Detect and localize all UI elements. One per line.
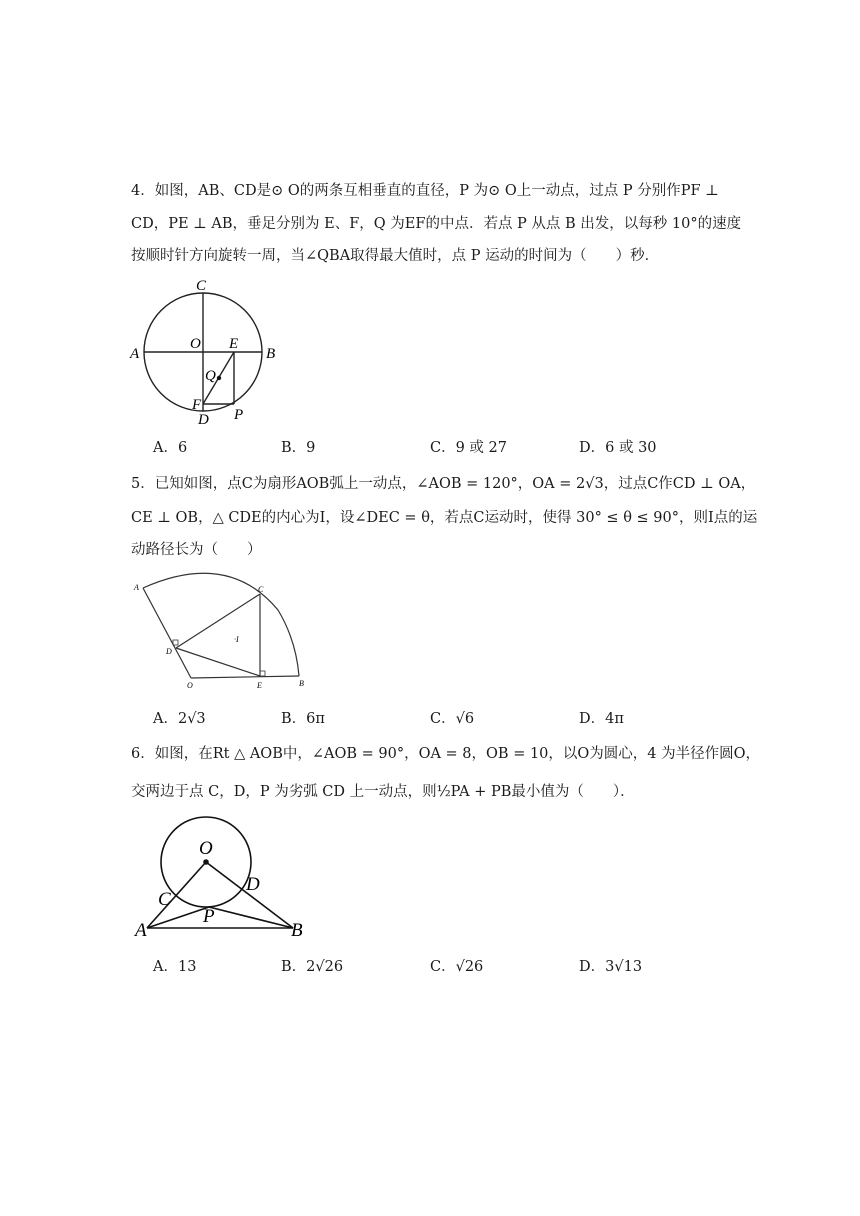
q4-figure — [128, 276, 278, 426]
q5-label-a: A — [134, 583, 139, 592]
q6-option-a: A．13 — [153, 959, 197, 975]
q4-line-3: 按顺时针方向旋转一周，当∠QBA取得最大值时，点 P 运动的时间为（ ）秒． — [131, 248, 660, 264]
q5-radius-ob — [191, 676, 299, 678]
q6-label-d: D — [246, 874, 260, 895]
q4-label-e: E — [229, 336, 239, 352]
q5-option-c: C．√6 — [430, 711, 475, 727]
q6-figure — [133, 812, 313, 942]
q5-option-a: A．2√3 — [153, 711, 206, 727]
q5-line-1: 5．已知如图，点C为扇形AOB弧上一动点，∠AOB = 120°，OA = 2√3，过点C作CD ⊥ OA， — [131, 476, 756, 492]
q5-label-i: ·I — [234, 635, 239, 644]
q4-label-p: P — [234, 407, 244, 423]
q5-right-angle-d — [173, 640, 178, 645]
q4-label-q: Q — [205, 368, 216, 384]
q6-center-o — [203, 859, 209, 865]
q4-label-a: A — [130, 346, 140, 362]
q5-line-3: 动路径长为（ ） — [131, 542, 262, 558]
q6-label-b: B — [291, 920, 303, 941]
q4-option-c: C．9 或 27 — [430, 440, 507, 456]
q5-option-b: B．6π — [281, 711, 325, 727]
q4-line-1: 4．如图，AB、CD是⊙ O的两条互相垂直的直径，P 为⊙ O上一动点，过点 P 分别作PF ⊥ — [131, 183, 719, 199]
q5-figure — [128, 570, 318, 695]
q5-segment-cd — [176, 594, 260, 648]
q4-option-b: B．9 — [281, 440, 316, 456]
q5-label-b: B — [299, 679, 304, 688]
q6-line-2: 交两边于点 C，D，P 为劣弧 CD 上一动点，则½PA + PB最小值为（ ）． — [131, 784, 635, 800]
q4-label-f: F — [192, 397, 202, 413]
q6-label-o: O — [199, 838, 213, 859]
q5-radius-oa — [143, 588, 191, 678]
q4-label-o: O — [190, 336, 201, 352]
q5-arc-ab — [143, 573, 299, 676]
q4-label-b: B — [266, 346, 276, 362]
q4-label-c: C — [196, 278, 207, 294]
q4-point-q — [217, 376, 221, 380]
q4-option-d: D．6 或 30 — [579, 440, 657, 456]
q6-option-b: B．2√26 — [281, 959, 344, 975]
q6-label-c: C — [158, 889, 171, 910]
q5-label-e: E — [257, 681, 262, 690]
q6-label-p: P — [203, 906, 215, 927]
q6-label-a: A — [135, 920, 147, 941]
q4-option-a: A．6 — [153, 440, 188, 456]
q5-line-2: CE ⊥ OB，△ CDE的内心为I，设∠DEC = θ，若点C运动时，使得 30° ≤ θ ≤ 90°，则I点的运 — [131, 510, 758, 526]
q6-line-1: 6．如图，在Rt △ AOB中，∠AOB = 90°，OA = 8，OB = 10，以O为圆心，4 为半径作圆O， — [131, 746, 761, 762]
q5-segment-de — [176, 648, 260, 676]
q4-line-2: CD，PE ⊥ AB，垂足分别为 E、F，Q 为EF的中点．若点 P 从点 B 出发，以每秒 10°的速度 — [131, 216, 742, 232]
q5-right-angle-e — [260, 671, 265, 676]
q6-option-c: C．√26 — [430, 959, 484, 975]
q5-option-d: D．4π — [579, 711, 624, 727]
q5-label-c: C — [258, 585, 264, 594]
q5-label-d: D — [166, 647, 172, 656]
q6-option-d: D．3√13 — [579, 959, 643, 975]
q5-label-o: O — [187, 681, 193, 690]
q4-label-d: D — [198, 412, 209, 428]
